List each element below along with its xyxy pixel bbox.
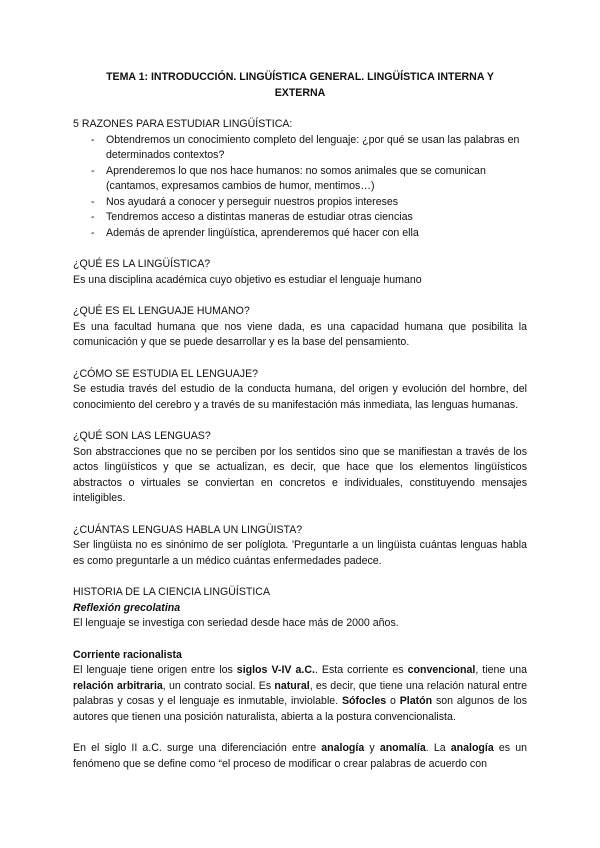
section-heading: ¿CUÁNTAS LENGUAS HABLA UN LINGÜISTA?	[73, 523, 303, 536]
section-lenguaje-humano	[73, 304, 527, 351]
history-body: El lenguaje se investiga con seriedad desde hace más de 2000 años.	[73, 617, 399, 629]
section-body: Son abstracciones que no se perciben por los sentidos sino que se manifiestan a través de los actos lingüísticos y que se actualizan, es decir, que hace que los elementos lingüísticos abstractos o virtuales se conviertan en concretos e individuales, constituyendo mensajes inteligibles.	[73, 445, 527, 504]
section-body: Se estudia través del estudio de la conducta humana, del origen y evolución del hombre, del conocimiento del cerebro y a través de su manifestación más inmediata, las lenguas humanas.	[73, 383, 527, 411]
history-heading: HISTORIA DE LA CIENCIA LINGÜÍSTICA	[73, 586, 271, 598]
rationalist-heading: Corriente racionalista	[73, 648, 182, 661]
analogy-paragraph: En el siglo II a.C. surge una diferenciación entre analogía y anomalía. La analogía es un fenómeno que se define como “el proceso de modificar o crear palabras de acuerdo con	[73, 742, 527, 770]
list-item: - Además de aprender lingüística, aprenderemos qué hacer con ella	[73, 226, 527, 242]
section-cuantas-lenguas	[73, 523, 527, 570]
section-como-se-estudia	[73, 367, 527, 414]
section-body: Ser lingüista no es sinónimo de ser políglota. 'Preguntarle a un lingüista cuántas lenguas habla es como preguntarle a un médico cuántas enfermedades padece.	[73, 539, 527, 567]
list-item: - Nos ayudará a conocer y perseguir nuestros propios intereses	[73, 195, 527, 211]
section-que-es-linguistica	[73, 257, 527, 288]
dash-bullet: -	[91, 133, 95, 146]
list-item: - Aprenderemos lo que nos hace humanos: no somos animales que se comunican (cantamos, expresamos cambios de humor, mentimos…)	[91, 164, 486, 192]
dash-bullet: -	[91, 211, 95, 223]
section-que-son-lenguas	[73, 429, 527, 507]
rationalist-section	[73, 648, 527, 726]
section-heading: ¿QUÉ SON LAS LENGUAS?	[73, 430, 211, 442]
dash-bullet: -	[91, 226, 95, 239]
reasons-heading: 5 RAZONES PARA ESTUDIAR LINGÜÍSTICA:	[73, 118, 293, 130]
document-content	[73, 69, 527, 772]
section-heading: ¿QUÉ ES LA LINGÜÍSTICA?	[73, 258, 211, 270]
list-item: - Tendremos acceso a distintas maneras de estudiar otras ciencias	[73, 210, 527, 226]
dash-bullet: -	[91, 164, 95, 177]
history-subheading: Reflexión grecolatina	[73, 601, 181, 614]
list-item: - Obtendremos un conocimiento completo del lenguaje: ¿por qué se usan las palabras en determinados contextos?	[91, 133, 520, 161]
reasons-list	[73, 133, 527, 242]
history-section	[73, 585, 527, 632]
section-heading: ¿CÓMO SE ESTUDIA EL LENGUAJE?	[73, 367, 259, 380]
section-heading: ¿QUÉ ES EL LENGUAJE HUMANO?	[73, 305, 250, 317]
document-title: TEMA 1: INTRODUCCIÓN. LINGÜÍSTICA GENERAL. LINGÜÍSTICA INTERNA Y EXTERNA	[106, 71, 494, 99]
section-body: Es una disciplina académica cuyo objetivo es estudiar el lenguaje humano	[73, 273, 422, 286]
rationalist-paragraph-1: El lenguaje tiene origen entre los siglos V-IV a.C.. Esta corriente es convencional, tiene una relación arbitraria, un contrato social. Es natural, es decir, que tiene una relación natural entre palabras y cosas y el lenguaje es inmutable, inviolable. Sófocles o Platón son algunos de los autores que tienen una posición naturalista, abierta a la postura convencionalista.	[73, 664, 527, 723]
analogy-section	[73, 741, 527, 772]
reasons-section	[73, 117, 527, 241]
section-body: Es una facultad humana que nos viene dada, es una capacidad humana que posibilita la comunicación y que se puede desarrollar y es la base del pensamiento.	[73, 320, 527, 348]
dash-bullet: -	[91, 195, 95, 208]
